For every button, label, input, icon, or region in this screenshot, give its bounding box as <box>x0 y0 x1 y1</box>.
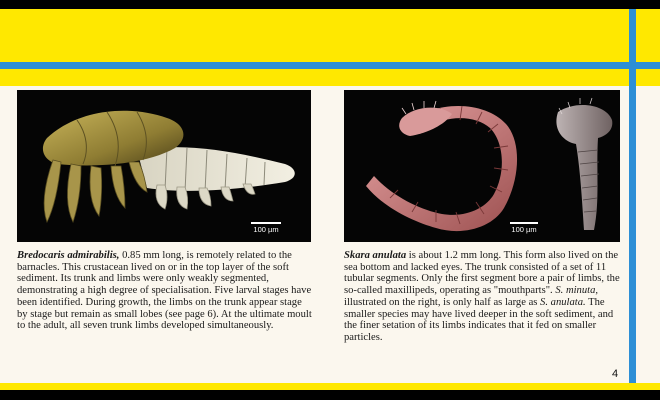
species-name: S. anulata. <box>540 296 586 308</box>
bottom-border <box>0 390 660 400</box>
bredocaris-illustration <box>17 90 311 242</box>
bredocaris-photo <box>17 90 311 242</box>
caption-text: is about 1.2 mm long. This form also lived on the sea bottom and lacked eyes. The trunk consisted of a set of 11 tubular segments. Only the first segment bore a pair of limbs, the so-called maxillipeds, operating as "mouthparts". <box>344 250 620 297</box>
blue-vertical-rule <box>629 9 636 383</box>
species-name: Skara anulata <box>344 250 407 261</box>
blue-horizontal-rule <box>0 62 660 69</box>
scale-bar-line <box>251 222 281 224</box>
top-border <box>0 0 660 9</box>
caption-text: The smaller species may have lived deeper in the soft sediment, and the finer setation of its limbs indicates that it fed on smaller particles. <box>344 296 614 343</box>
scale-bar-label: 100 µm <box>253 225 279 234</box>
skara-photo <box>344 90 620 242</box>
scale-bar-right <box>504 222 544 234</box>
scale-bar-label: 100 µm <box>511 225 537 234</box>
skara-illustration <box>344 90 620 242</box>
caption-text: illustrated on the right, is only half as large as <box>344 296 541 308</box>
skara-caption <box>344 250 626 344</box>
scale-bar-line <box>510 222 538 224</box>
caption-text: 0.85 mm long, is remotely related to the barnacles. This crustacean lived on or in the top layer of the soft sediment. Its trunk and limbs were only weakly segmented, demonstrating a high degree of specialisation. Five larval stages have been identified. During growth, the limbs on the trunk appear stage by stage but remain as small lobes (see page 6). At the ultimate moult to the adult, all seven trunk limbs developed simultaneously. <box>17 250 312 332</box>
species-name: Bredocaris admirabilis, <box>17 250 120 261</box>
bottom-color-band <box>0 383 660 390</box>
top-color-band <box>0 0 660 86</box>
bredocaris-caption <box>17 250 313 332</box>
scale-bar-left <box>245 222 287 234</box>
page-number: 4 <box>612 368 619 380</box>
species-name: S. minuta, <box>555 285 599 297</box>
